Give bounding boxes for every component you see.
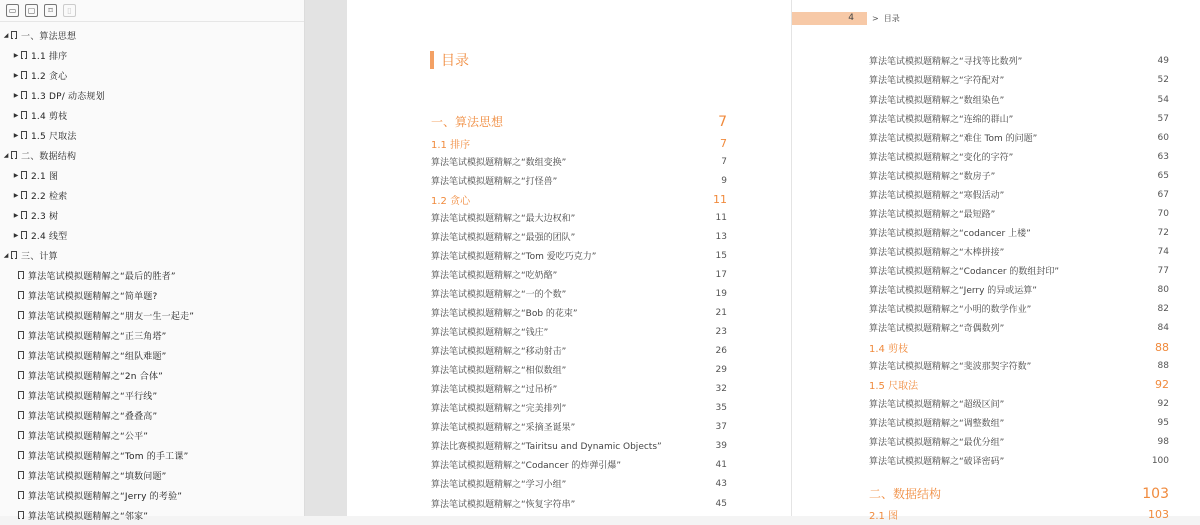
toc-entry[interactable] <box>869 128 1169 147</box>
page-icon[interactable]: ▯ <box>63 4 76 17</box>
outline-item[interactable] <box>0 265 304 285</box>
toc-entry-title: 算法笔试模拟题精解之“调整数组” <box>869 419 1005 429</box>
outline-item-label: 算法笔试模拟题精解之“最后的胜者” <box>28 271 176 282</box>
toc-page-number: 88 <box>1157 360 1169 371</box>
toc-entry-title: 算法笔试模拟题精解之“相似数组” <box>431 366 567 376</box>
toc-entry[interactable] <box>431 417 727 436</box>
outline-item[interactable] <box>0 465 304 485</box>
bookmark-icon <box>21 111 27 119</box>
outline-item-label: 1.5 尺取法 <box>31 131 77 142</box>
expand-right-icon[interactable]: ▶ <box>13 111 19 119</box>
toc-section[interactable] <box>869 338 1169 357</box>
page-header <box>792 12 1200 25</box>
toc-entry-title: 算法笔试模拟题精解之“最大边权和” <box>431 214 576 224</box>
bookmark-icon <box>11 251 17 259</box>
bookmark-icon <box>11 151 17 159</box>
expand-right-icon[interactable]: ▶ <box>13 71 19 79</box>
toc-entry-title: 算法笔试模拟题精解之“连绵的群山” <box>869 115 1014 125</box>
toc-entry[interactable] <box>869 299 1169 318</box>
outline-item-label: 2.3 树 <box>31 211 59 222</box>
toc-entry-title: 算法笔试模拟题精解之“吃奶酪” <box>431 271 558 281</box>
toc-page-number: 7 <box>721 156 727 167</box>
expand-right-icon[interactable]: ▶ <box>13 211 19 219</box>
toc-entry-title: 算法笔试模拟题精解之“学习小组” <box>431 480 567 490</box>
toc-entry[interactable] <box>869 204 1169 223</box>
outline-item-label: 2.1 图 <box>31 171 59 182</box>
toc-entry[interactable] <box>869 90 1169 109</box>
bookmark-icon <box>11 31 17 39</box>
toc-page-number: 103 <box>1148 508 1169 521</box>
toc-page-number: 29 <box>715 364 727 375</box>
toc-entry-title: 算法笔试模拟题精解之“Tom 爱吃巧克力” <box>431 252 597 262</box>
outline-item-label: 算法笔试模拟题精解之“组队难题” <box>28 351 167 362</box>
outline-item-label: 算法笔试模拟题精解之“邻家” <box>28 511 149 522</box>
toc-entry-title: 算法笔试模拟题精解之“数房子” <box>869 172 996 182</box>
toc-entry-title: 算法笔试模拟题精解之“难住 Tom 的问题” <box>869 134 1038 144</box>
toc-page-number: 39 <box>715 440 727 451</box>
outline-item-label: 算法笔试模拟题精解之“2n 合体” <box>28 371 164 382</box>
toc-entry-title: 算法笔试模拟题精解之“钱庄” <box>431 328 549 338</box>
toc-title: 目录 <box>441 53 469 69</box>
toc-entry-title: 二、数据结构 <box>869 487 942 501</box>
toc-page-number: 11 <box>713 193 727 206</box>
toc-chapter[interactable] <box>869 484 1169 503</box>
toc-entry[interactable] <box>431 379 727 398</box>
toc-entry-title: 算法笔试模拟题精解之“数组染色” <box>869 96 1005 106</box>
bookmark-icon <box>21 171 27 179</box>
toc-entry[interactable] <box>431 436 727 455</box>
expand-down-icon[interactable]: ◢ <box>3 251 9 259</box>
outline-item-label: 算法笔试模拟题精解之“Tom 的手工课” <box>28 451 189 462</box>
toc-entry-title: 算法笔试模拟题精解之“恢复字符串” <box>431 500 576 510</box>
toc-entry-title: 算法笔试模拟题精解之“最优分组” <box>869 438 1005 448</box>
document-page-toc-2 <box>792 0 1200 522</box>
outline-item[interactable] <box>0 405 304 425</box>
toc-entry-title: 算法笔试模拟题精解之“寒假活动” <box>869 191 1005 201</box>
toc-entry[interactable] <box>431 322 727 341</box>
outline-item[interactable] <box>0 385 304 405</box>
bookmark-icon <box>18 291 24 299</box>
bookmark-icon <box>21 51 27 59</box>
outline-item[interactable] <box>0 285 304 305</box>
toc-page-number: 52 <box>1157 74 1169 85</box>
toc-page-number: 82 <box>1157 303 1169 314</box>
header-breadcrumb: 目录 <box>883 14 900 23</box>
toc-heading <box>430 50 469 70</box>
outline-item[interactable] <box>0 165 304 185</box>
toc-entry-title: 算法笔试模拟题精解之“斐波那契字符数” <box>869 362 1032 372</box>
toc-entry-title: 一、算法思想 <box>431 115 504 129</box>
outline-item-label: 1.1 排序 <box>31 51 68 62</box>
expand-right-icon[interactable]: ▶ <box>13 191 19 199</box>
outline-item[interactable] <box>0 425 304 445</box>
toc-page-number: 23 <box>715 326 727 337</box>
outline-item-label: 三、计算 <box>21 251 58 262</box>
outline-tree <box>0 22 304 525</box>
toc-entry[interactable] <box>431 227 727 246</box>
expand-down-icon[interactable]: ◢ <box>3 151 9 159</box>
toc-entry-title: 1.2 贪心 <box>431 196 471 207</box>
bookmark-icon <box>21 231 27 239</box>
toc-entry[interactable] <box>431 455 727 474</box>
outline-item-label: 算法笔试模拟题精解之“平行线” <box>28 391 158 402</box>
outline-item-label: 1.2 贪心 <box>31 71 68 82</box>
bookmark-icon <box>21 191 27 199</box>
outline-item[interactable] <box>0 125 304 145</box>
toc-page-number: 98 <box>1157 436 1169 447</box>
outline-item[interactable] <box>0 445 304 465</box>
toc-page-number: 70 <box>1157 208 1169 219</box>
bookmark-icon <box>18 331 24 339</box>
toc-entry[interactable] <box>869 394 1169 413</box>
toc-entry[interactable] <box>431 360 727 379</box>
page-gutter <box>305 0 347 516</box>
toc-page-number: 72 <box>1157 227 1169 238</box>
expand-right-icon[interactable]: ▶ <box>13 171 19 179</box>
toc-page-number: 100 <box>1151 455 1169 466</box>
toc-entry[interactable] <box>869 242 1169 261</box>
toc-entry-title: 算法笔试模拟题精解之“超级区间” <box>869 400 1005 410</box>
toc-entry-title: 1.5 尺取法 <box>869 381 919 392</box>
toc-entry[interactable] <box>431 494 727 513</box>
toc-page-number: 35 <box>715 402 727 413</box>
toc-page-number: 80 <box>1157 284 1169 295</box>
toc-page-number: 92 <box>1157 398 1169 409</box>
toc-page-number: 41 <box>715 459 727 470</box>
toc-entry-title: 1.4 剪枝 <box>869 344 909 355</box>
toc-section[interactable] <box>869 375 1169 394</box>
toc-entry[interactable] <box>869 451 1169 470</box>
outline-item[interactable] <box>0 65 304 85</box>
bookmark-icon <box>21 71 27 79</box>
toc-entry-title: 算法笔试模拟题精解之“最短路” <box>869 210 996 220</box>
bookmark-icon <box>18 471 24 479</box>
bookmark-icon <box>18 511 24 519</box>
toc-entry-title: 算法笔试模拟题精解之“Jerry 的异或运算” <box>869 286 1037 296</box>
toc-page-number: 74 <box>1157 246 1169 257</box>
toc-entry-title: 2.1 图 <box>869 511 899 522</box>
toc-entry-title: 算法笔试模拟题精解之“最强的团队” <box>431 233 576 243</box>
toc-page-number: 67 <box>1157 189 1169 200</box>
toc-entry-title: 算法笔试模拟题精解之“打怪兽” <box>431 177 558 187</box>
toc-entry-title: 算法笔试模拟题精解之“变化的字符” <box>869 153 1014 163</box>
toc-entry[interactable] <box>869 432 1169 451</box>
bookmark-icon <box>18 371 24 379</box>
heading-accent-bar <box>430 51 434 69</box>
bookmark-icon <box>21 91 27 99</box>
toc-page-number: 77 <box>1157 265 1169 276</box>
toc-entry-title: 算法笔试模拟题精解之“小明的数学作业” <box>869 305 1032 315</box>
toc-entry[interactable] <box>431 303 727 322</box>
toc-section[interactable] <box>431 134 727 153</box>
toc-section[interactable] <box>869 505 1169 524</box>
toc-page-number: 7 <box>718 113 727 130</box>
outline-item[interactable] <box>0 305 304 325</box>
outline-item[interactable] <box>0 145 304 165</box>
outline-item-label: 算法笔试模拟题精解之“朋友一生一起走” <box>28 311 195 322</box>
outline-item-label: 2.4 线型 <box>31 231 68 242</box>
toc-page-number: 63 <box>1157 151 1169 162</box>
toc-page-number: 7 <box>720 137 727 150</box>
outline-item[interactable] <box>0 485 304 505</box>
outline-item[interactable] <box>0 205 304 225</box>
bookmark-icon[interactable]: ⌑ <box>44 4 57 17</box>
toc-entry-title: 算法笔试模拟题精解之“Codancer 的炸弹引爆” <box>431 461 622 471</box>
outline-item-label: 算法笔试模拟题精解之“填数问题” <box>28 471 167 482</box>
toc-page-number: 26 <box>715 345 727 356</box>
toc-page-number: 49 <box>1157 55 1169 66</box>
toc-entry[interactable] <box>869 223 1169 242</box>
outline-item[interactable] <box>0 25 304 45</box>
toc-entry[interactable] <box>431 341 727 360</box>
toc-entry-title: 算法笔试模拟题精解之“移动射击” <box>431 347 567 357</box>
outline-item[interactable] <box>0 185 304 205</box>
bookmark-icon <box>18 311 24 319</box>
toc-entry[interactable] <box>869 147 1169 166</box>
toc-entry-title: 算法笔试模拟题精解之“木棒拼接” <box>869 248 1005 258</box>
expand-right-icon[interactable]: ▶ <box>13 131 19 139</box>
toc-page-number: 84 <box>1157 322 1169 333</box>
toc-page-number: 95 <box>1157 417 1169 428</box>
toc-page-number: 11 <box>715 212 727 223</box>
toc-entry[interactable] <box>431 284 727 303</box>
toc-page-number: 103 <box>1142 485 1169 502</box>
toc-page-number: 92 <box>1155 378 1169 391</box>
toc-entry-title: 算法笔试模拟题精解之“一的个数” <box>431 290 567 300</box>
toc-entry[interactable] <box>869 318 1169 337</box>
toc-page-number: 57 <box>1157 113 1169 124</box>
toc-page-number: 37 <box>715 421 727 432</box>
outline-item-label: 1.4 剪枝 <box>31 111 68 122</box>
toc-entry[interactable] <box>431 474 727 493</box>
chevron-right-icon: > <box>872 14 879 23</box>
page-number: 4 <box>792 12 867 25</box>
bookmark-icon <box>18 271 24 279</box>
bookmark-icon <box>18 351 24 359</box>
toc-entry-title: 算法笔试模拟题精解之“奇偶数列” <box>869 324 1005 334</box>
toc-page-number: 21 <box>715 307 727 318</box>
outline-sidebar <box>0 0 305 522</box>
toc-entry[interactable] <box>431 208 727 227</box>
toc-entry[interactable] <box>431 152 727 171</box>
toc-entry-title: 算法笔试模拟题精解之“破译密码” <box>869 457 1005 467</box>
outline-item[interactable] <box>0 85 304 105</box>
outline-item-label: 2.2 检索 <box>31 191 68 202</box>
outline-item-label: 二、数据结构 <box>21 151 77 162</box>
toc-page-number: 54 <box>1157 94 1169 105</box>
toc-entry-title: 算法笔试模拟题精解之“过吊桥” <box>431 385 558 395</box>
outline-item-label: 算法笔试模拟题精解之“Jerry 的考验” <box>28 491 183 502</box>
outline-item[interactable] <box>0 105 304 125</box>
toc-entry[interactable] <box>869 109 1169 128</box>
toc-page-number: 9 <box>721 175 727 186</box>
expand-right-icon[interactable]: ▶ <box>13 91 19 99</box>
toc-entry[interactable] <box>869 413 1169 432</box>
outline-item-label: 1.3 DP/ 动态规划 <box>31 91 105 102</box>
toc-page-number: 17 <box>715 269 727 280</box>
outline-item-label: 算法笔试模拟题精解之“公平” <box>28 431 149 442</box>
bookmark-icon <box>18 411 24 419</box>
toc-entry[interactable] <box>431 265 727 284</box>
toc-entry-title: 算法笔试模拟题精解之“Codancer 的数组封印” <box>869 267 1060 277</box>
outline-item[interactable] <box>0 365 304 385</box>
toc-page-number: 19 <box>715 288 727 299</box>
outline-item[interactable] <box>0 225 304 245</box>
outline-item[interactable] <box>0 245 304 265</box>
toc-entry-title: 算法笔试模拟题精解之“采摘圣诞果” <box>431 423 576 433</box>
toc-page-number: 45 <box>715 498 727 509</box>
outline-item[interactable] <box>0 505 304 525</box>
toc-page-number: 88 <box>1155 341 1169 354</box>
toc-entry-title: 算法笔试模拟题精解之“寻找等比数列” <box>869 57 1023 67</box>
outline-item-label: 算法笔试模拟题精解之“叠叠高” <box>28 411 158 422</box>
toc-entry[interactable] <box>869 70 1169 89</box>
toc-entry[interactable] <box>431 398 727 417</box>
toc-page-number: 65 <box>1157 170 1169 181</box>
toc-entry[interactable] <box>869 185 1169 204</box>
comment-icon[interactable]: ▢ <box>25 4 38 17</box>
toc-entry[interactable] <box>431 171 727 190</box>
toc-entry[interactable] <box>869 166 1169 185</box>
toc-entry-title: 算法比赛模拟题精解之“Tairitsu and Dynamic Objects” <box>431 442 662 452</box>
toc-entry-title: 算法笔试模拟题精解之“完美排列” <box>431 404 567 414</box>
toc-entry[interactable] <box>869 356 1169 375</box>
toc-entry[interactable] <box>431 246 727 265</box>
toc-page-number: 60 <box>1157 132 1169 143</box>
outline-item[interactable] <box>0 325 304 345</box>
toc-page-number: 13 <box>715 231 727 242</box>
toc-chapter[interactable] <box>431 112 727 131</box>
bookmark-icon <box>21 211 27 219</box>
toc-section[interactable] <box>431 190 727 209</box>
bookmark-icon <box>18 491 24 499</box>
toc-entry[interactable] <box>869 261 1169 280</box>
outline-item-label: 算法笔试模拟题精解之“简单题? <box>28 291 158 302</box>
toc-page-number: 32 <box>715 383 727 394</box>
toc-page-number: 15 <box>715 250 727 261</box>
outline-item[interactable] <box>0 45 304 65</box>
outline-item-label: 算法笔试模拟题精解之“正三角塔” <box>28 331 167 342</box>
toc-entry[interactable] <box>869 280 1169 299</box>
expand-down-icon[interactable]: ◢ <box>3 31 9 39</box>
bookmark-icon <box>18 451 24 459</box>
outline-item-label: 一、算法思想 <box>21 31 77 42</box>
outline-item[interactable] <box>0 345 304 365</box>
toc-entry-title: 算法笔试模拟题精解之“codancer 上楼” <box>869 229 1031 239</box>
sidebar-toolbar <box>0 0 304 22</box>
bookmark-icon <box>21 131 27 139</box>
toc-entry-title: 1.1 排序 <box>431 140 471 151</box>
document-page-toc-1 <box>347 0 792 516</box>
expand-right-icon[interactable]: ▶ <box>13 51 19 59</box>
bookmark-icon <box>18 391 24 399</box>
toc-entry-title: 算法笔试模拟题精解之“Bob 的花束” <box>431 309 578 319</box>
thumbnail-icon[interactable]: ▭ <box>6 4 19 17</box>
toc-entry-title: 算法笔试模拟题精解之“字符配对” <box>869 76 1005 86</box>
toc-page-number: 43 <box>715 478 727 489</box>
toc-entry[interactable] <box>869 51 1169 70</box>
expand-right-icon[interactable]: ▶ <box>13 231 19 239</box>
toc-entry-title: 算法笔试模拟题精解之“数组变换” <box>431 158 567 168</box>
bookmark-icon <box>18 431 24 439</box>
